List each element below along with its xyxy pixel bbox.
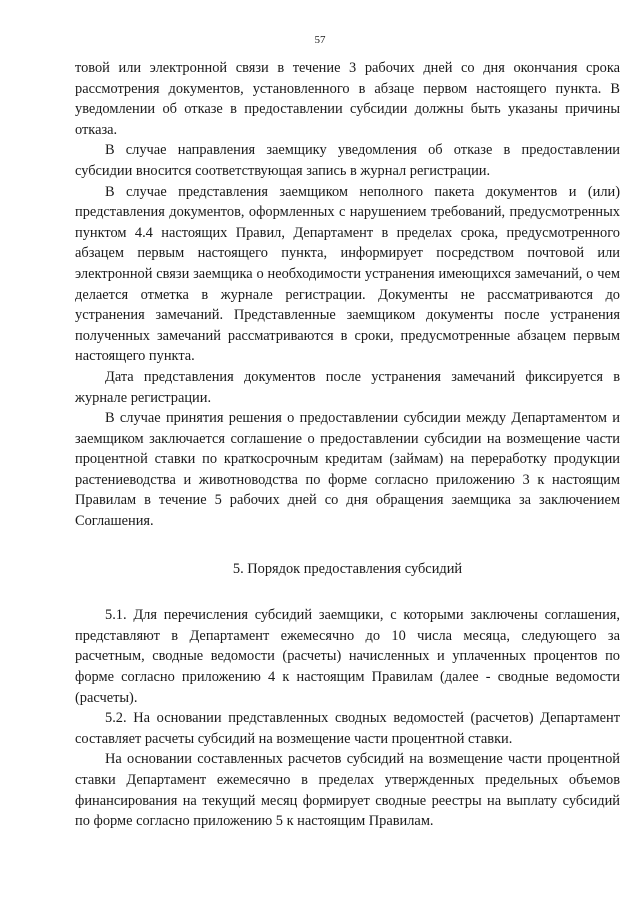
page-body bbox=[75, 58, 620, 832]
paragraph-resubmission-date: Дата представления документов после устранения замечаний фиксируется в журнале регистрации. bbox=[75, 368, 620, 406]
section-heading: 5. Порядок предоставления субсидий bbox=[232, 560, 463, 577]
paragraph-incomplete-documents: В случае представления заемщиком неполного пакета документов и (или) представления документов, оформленных с нарушением требований, предусмотренных пунктом 4.4 настоящих Правил, Департамент в пределах срока, предусмотренного абзацем первым настоящего пункта, информирует посредством почтовой или электронной связи заемщика о необходимости устранения имеющихся замечаний, о чем делается отметка в журнале регистрации. Документы не рассматриваются до устранения замечаний. Представленные заемщиком документы после устранения полученных замечаний рассматриваются в сроки, предусмотренные абзацем первым настоящего пункта. bbox=[75, 183, 620, 365]
paragraph-refusal-registration: В случае направления заемщику уведомления об отказе в предоставлении субсидии вносится соответствующая запись в журнал регистрации. bbox=[75, 142, 620, 179]
paragraph-agreement-conclusion: В случае принятия решения о предоставлении субсидии между Департаментом и заемщиком заключается соглашение о предоставлении субсидии на возмещение части процентной ставки по краткосрочным кредитам (займам) на переработку продукции растениеводства и животноводства по форме согласно приложению 3 к настоящим Правилам в течение 5 рабочих дней со дня обращения заемщика за заключением Соглашения. bbox=[75, 410, 620, 530]
paragraph-5-1: 5.1. Для перечисления субсидий заемщики, с которыми заключены соглашения, представляют в Департамент ежемесячно до 10 числа месяца, следующего за расчетным, сводные ведомости (расчеты) начисленных и уплаченных процентов по форме согласно приложению 4 к настоящим Правилам (далее - сводные ведомости (расчеты). bbox=[75, 607, 620, 706]
paragraph-5-2: 5.2. На основании представленных сводных ведомостей (расчетов) Департамент составляет расчеты субсидий на возмещение части процентной ставки. bbox=[75, 710, 620, 747]
page-number: 57 bbox=[314, 34, 326, 46]
paragraph-refusal-notice: товой или электронной связи в течение 3 рабочих дней со дня окончания срока рассмотрения документов, установленного в абзаце первом настоящего пункта. В уведомлении об отказе в предоставлении субсидии должны быть указаны причины отказа. bbox=[75, 60, 620, 138]
paragraph-subsidy-registers: На основании составленных расчетов субсидий на возмещение части процентной ставки Департамент ежемесячно в пределах утвержденных предельных объемов финансирования на текущий месяц формирует сводные реестры на выплату субсидий по форме согласно приложению 5 к настоящим Правилам. bbox=[75, 751, 620, 830]
